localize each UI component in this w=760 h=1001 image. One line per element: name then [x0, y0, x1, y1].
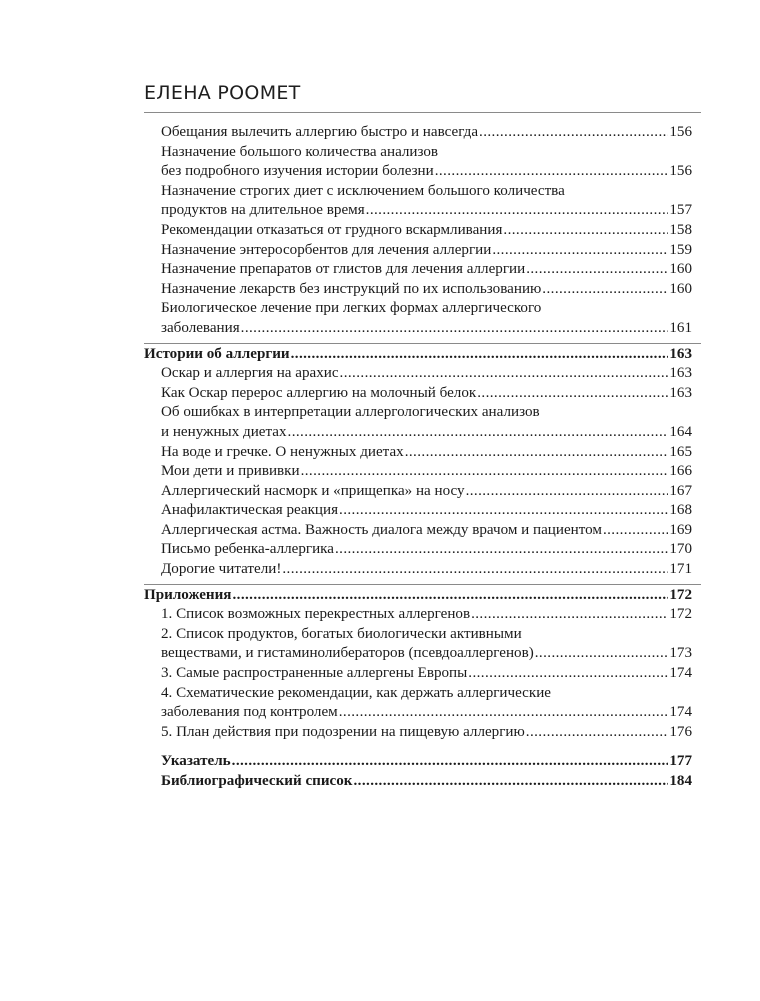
toc-entry[interactable]: [144, 319, 692, 339]
toc-section-title: Истории об аллергии: [144, 345, 290, 362]
toc-entry-title: без подробного изучения истории болезни: [161, 163, 434, 180]
dot-leader: [435, 162, 669, 182]
toc-section-page: 172: [669, 586, 692, 603]
dot-leader: [232, 752, 669, 772]
toc-entry-title: Письмо ребенка-аллергика: [161, 541, 334, 558]
toc-entry-page: 177: [669, 753, 692, 770]
toc-section-histories[interactable]: [144, 345, 692, 365]
dot-leader: [526, 723, 669, 743]
dot-leader: [241, 319, 669, 339]
toc-entry-page: 157: [669, 202, 692, 219]
toc-entry[interactable]: [144, 221, 692, 241]
toc-entry-page: 160: [669, 261, 692, 278]
toc-entry-page: 164: [669, 423, 692, 440]
toc-entry-page: 169: [669, 521, 692, 538]
header-rule: [144, 112, 701, 113]
toc-entry[interactable]: [144, 162, 692, 182]
toc-entry-title: Анафилактическая реакция: [161, 502, 339, 519]
dot-leader: [405, 443, 669, 463]
dot-leader: [471, 605, 668, 625]
table-of-contents: [144, 123, 692, 792]
toc-entry-page: 167: [669, 482, 692, 499]
toc-entry[interactable]: [144, 364, 692, 384]
dot-leader: [339, 501, 668, 521]
toc-entry[interactable]: [144, 560, 692, 580]
toc-entry[interactable]: [144, 723, 692, 743]
toc-entry-line: Назначение большого количества анализов: [161, 143, 439, 160]
toc-entry-title: заболевания: [161, 319, 240, 336]
toc-entry-page: 163: [669, 365, 692, 382]
toc-entry-page: 174: [669, 704, 692, 721]
toc-entry-page: 160: [669, 280, 692, 297]
toc-entry-page: 173: [669, 645, 692, 662]
toc-entry-line: Об ошибках в интерпретации аллергологических анализов: [161, 404, 540, 421]
toc-entry-title: 5. План действия при подозрении на пищевую аллергию: [161, 723, 525, 740]
toc-entry-title: 3. Самые распространенные аллергены Европы: [161, 665, 468, 682]
dot-leader: [335, 540, 668, 560]
section-divider: [144, 584, 701, 585]
dot-leader: [503, 221, 668, 241]
toc-section-page: 163: [669, 345, 692, 362]
dot-leader: [288, 423, 669, 443]
toc-entry[interactable]: [144, 521, 692, 541]
toc-entry-title: продуктов на длительное время: [161, 202, 365, 219]
dot-leader: [492, 241, 668, 261]
toc-entry[interactable]: [144, 423, 692, 443]
toc-entry-title: Указатель: [161, 753, 231, 770]
toc-entry[interactable]: [144, 644, 692, 664]
dot-leader: [479, 123, 668, 143]
dot-leader: [366, 201, 669, 221]
toc-entry[interactable]: [144, 280, 692, 300]
toc-entry-title: 1. Список возможных перекрестных аллергенов: [161, 606, 471, 623]
toc-entry[interactable]: [144, 605, 692, 625]
toc-entry-page: 184: [669, 773, 692, 789]
dot-leader: [542, 280, 668, 300]
toc-entry-page: 172: [669, 606, 692, 623]
toc-entry-page: 156: [669, 163, 692, 180]
toc-entry-title: Как Оскар перерос аллергию на молочный белок: [161, 384, 477, 401]
toc-entry-page: 168: [669, 502, 692, 519]
toc-entry[interactable]: [144, 201, 692, 221]
toc-entry-page: 163: [669, 384, 692, 401]
toc-entry-index[interactable]: [144, 752, 692, 772]
toc-entry-title: Мои дети и прививки: [161, 463, 300, 480]
toc-entry-page: 159: [669, 241, 692, 258]
toc-entry[interactable]: [144, 123, 692, 143]
dot-leader: [340, 364, 669, 384]
toc-entry-line: 4. Схематические рекомендации, как держать аллергические: [161, 684, 551, 701]
toc-entry-bibliography[interactable]: [144, 772, 692, 792]
toc-entry[interactable]: [144, 241, 692, 261]
toc-entry[interactable]: [144, 443, 692, 463]
toc-entry-title: На воде и гречке. О ненужных диетах: [161, 443, 404, 460]
toc-entry-title: Оскар и аллергия на арахис: [161, 365, 339, 382]
toc-entry-title: Аллергический насморк и «прищепка» на носу: [161, 482, 465, 499]
dot-leader: [526, 260, 668, 280]
toc-entry-page: 156: [669, 124, 692, 140]
dot-leader: [339, 703, 669, 723]
toc-entry[interactable]: [144, 260, 692, 280]
toc-entry[interactable]: [144, 462, 692, 482]
toc-entry-line: Назначение строгих диет с исключением большого количества: [161, 182, 565, 199]
dot-leader: [603, 521, 668, 541]
toc-entry-page: 176: [669, 723, 692, 740]
dot-leader: [466, 482, 669, 502]
toc-entry-page: 170: [669, 541, 692, 558]
toc-entry-title: веществами, и гистаминолибераторов (псевдоаллергенов): [161, 645, 534, 662]
toc-entry-title: Назначение препаратов от глистов для лечения аллергии: [161, 261, 526, 278]
section-divider: [144, 343, 701, 344]
toc-section-title: Приложения: [144, 586, 232, 603]
toc-entry-title: Обещания вылечить аллергию быстро и навсегда: [161, 124, 479, 140]
toc-entry-title: Аллергическая астма. Важность диалога между врачом и пациентом: [161, 521, 602, 538]
toc-entry[interactable]: [144, 540, 692, 560]
toc-entry-page: 161: [669, 319, 692, 336]
toc-entry-title: заболевания под контролем: [161, 704, 338, 721]
toc-entry-title: Библиографический список: [161, 773, 353, 789]
toc-entry-line: 2. Список продуктов, богатых биологически активными: [161, 625, 522, 642]
toc-entry-page: 171: [669, 561, 692, 578]
toc-entry[interactable]: [144, 664, 692, 684]
dot-leader: [301, 462, 669, 482]
toc-entry-page: 174: [669, 665, 692, 682]
dot-leader: [535, 644, 669, 664]
dot-leader: [468, 664, 668, 684]
toc-entry-title: Рекомендации отказаться от грудного вскармливания: [161, 221, 503, 238]
toc-entry-page: 166: [669, 463, 692, 480]
dot-leader: [291, 345, 669, 365]
dot-leader: [354, 772, 669, 792]
toc-entry-title: и ненужных диетах: [161, 423, 287, 440]
toc-entry[interactable]: [144, 703, 692, 723]
toc-entry-page: 158: [669, 221, 692, 238]
running-header-author: ЕЛЕНА РООМЕТ: [144, 82, 301, 104]
toc-entry-title: Назначение лекарств без инструкций по их использованию: [161, 280, 542, 297]
toc-entry-line: Биологическое лечение при легких формах аллергического: [161, 300, 542, 317]
toc-entry[interactable]: [144, 384, 692, 404]
dot-leader: [477, 384, 668, 404]
toc-entry-page: 165: [669, 443, 692, 460]
toc-section-appendices[interactable]: [144, 586, 692, 606]
dot-leader: [232, 586, 668, 606]
toc-entry[interactable]: [144, 482, 692, 502]
toc-entry[interactable]: [144, 501, 692, 521]
toc-entry-title: Назначение энтеросорбентов для лечения аллергии: [161, 241, 492, 258]
dot-leader: [282, 560, 668, 580]
toc-entry-title: Дорогие читатели!: [161, 561, 282, 578]
